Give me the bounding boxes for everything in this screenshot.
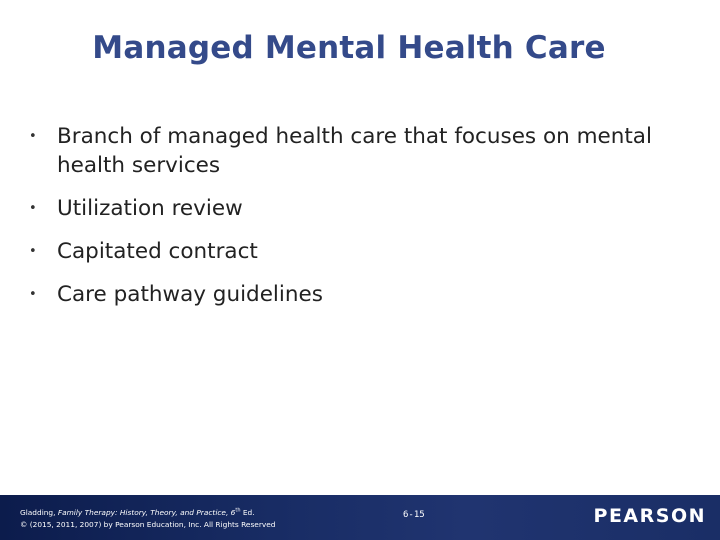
citation-line-1 <box>20 507 276 519</box>
bullet-item <box>29 194 689 223</box>
footer-bar <box>0 495 720 540</box>
bullet-item <box>29 122 689 180</box>
bullet-item <box>29 280 689 309</box>
slide-title: Managed Mental Health Care <box>92 30 606 66</box>
bullet-text: Branch of managed health care that focuses on mental health services <box>57 124 652 178</box>
citation-edition-sup: th <box>235 507 241 514</box>
page-number: 6-15 <box>403 510 425 520</box>
citation-copyright: © (2015, 2011, 2007) by Pearson Education, Inc. All Rights Reserved <box>20 520 276 529</box>
bullet-marker: • <box>29 244 37 259</box>
footer-citation <box>20 507 276 531</box>
bullet-marker: • <box>29 287 37 302</box>
bullet-text: Utilization review <box>57 196 243 221</box>
citation-author: Gladding, <box>20 508 58 517</box>
citation-book-title: Family Therapy: History, Theory, and Practice, 6 <box>57 508 236 517</box>
bullet-text: Care pathway guidelines <box>57 282 323 307</box>
bullet-item <box>29 237 689 266</box>
bullet-list <box>29 122 689 309</box>
bullet-marker: • <box>29 201 37 216</box>
citation-edition: Ed. <box>240 508 255 517</box>
bullet-marker: • <box>29 129 37 144</box>
pearson-logo: PEARSON <box>593 505 706 527</box>
bullet-text: Capitated contract <box>57 239 258 264</box>
